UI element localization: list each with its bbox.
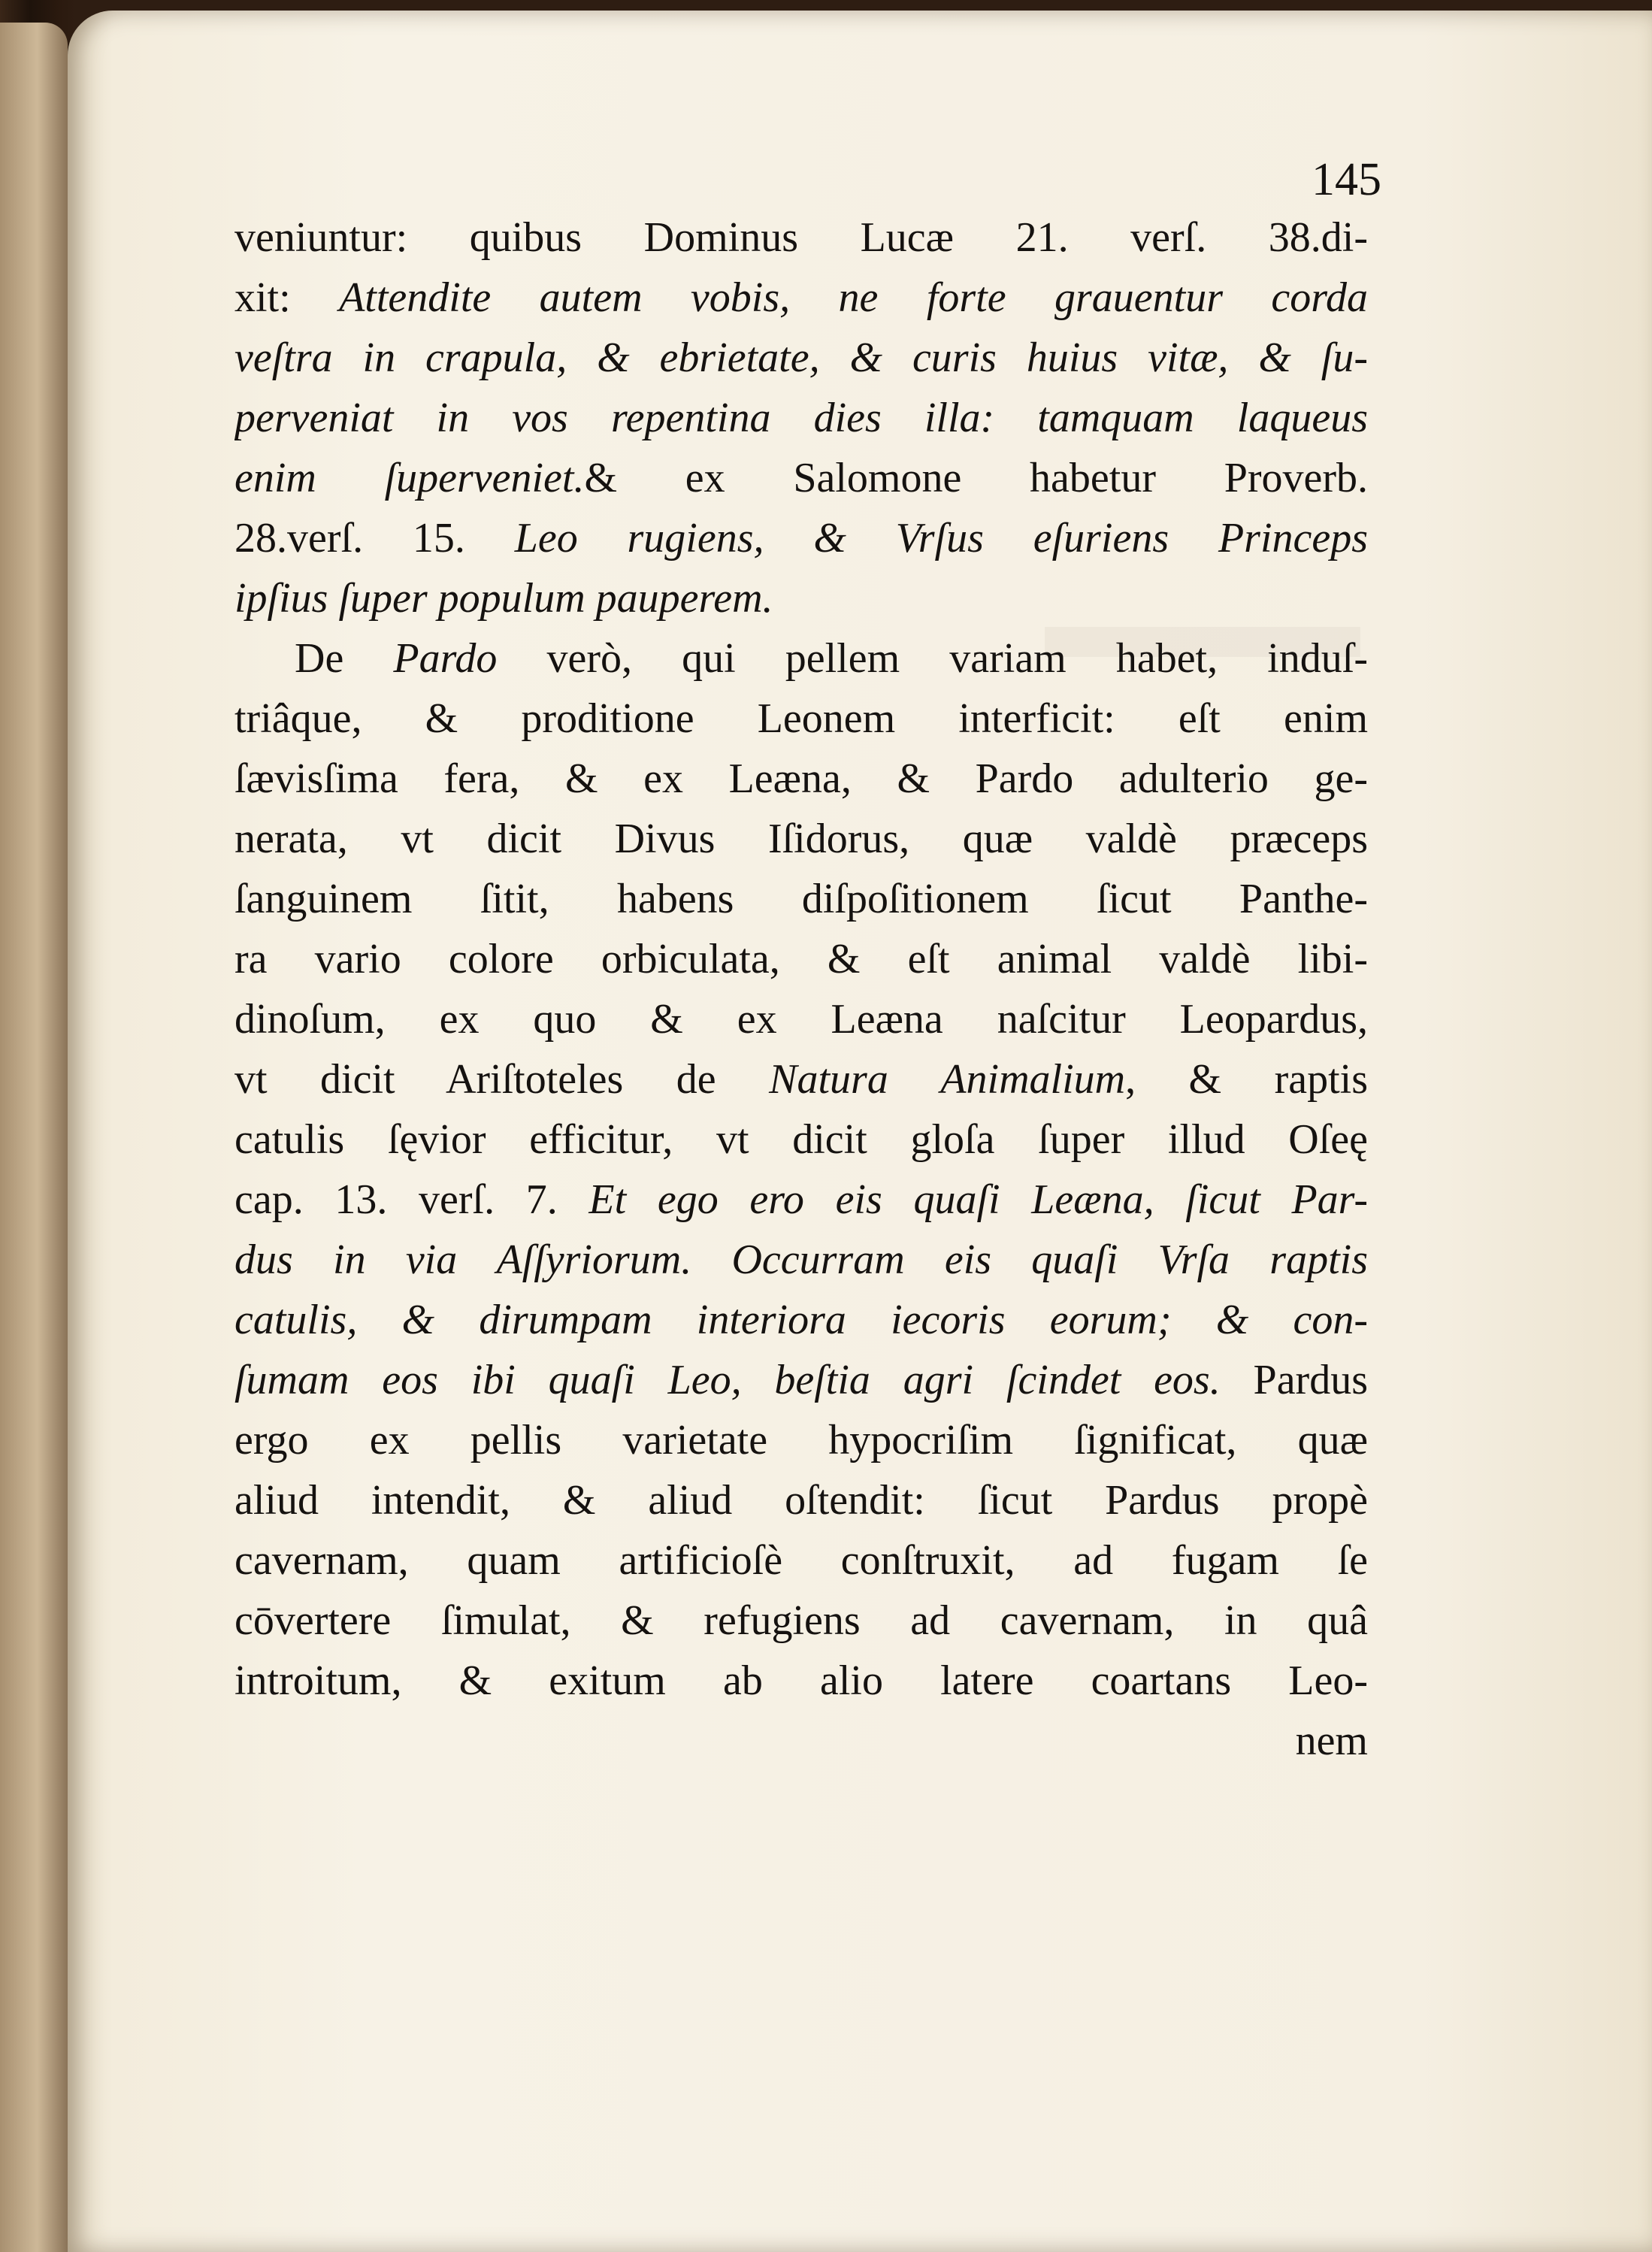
roman-run: cap. 13. verſ. 7.	[234, 1176, 589, 1223]
italic-run: Pardo	[393, 635, 498, 682]
text-line	[234, 1591, 1368, 1651]
text-line	[234, 1651, 1368, 1711]
text-line	[234, 448, 1368, 508]
italic-run: Natura Animalium	[769, 1056, 1126, 1103]
text-line	[234, 749, 1368, 809]
italic-run: Attendite autem vobis, ne forte grauentur corda	[339, 274, 1368, 321]
text-line	[234, 1230, 1368, 1290]
italic-run: veſtra in crapula, & ebrietate, & curis huius vitæ, & ſu-	[234, 334, 1368, 381]
roman-run: catulis ſęvior efficitur, vt dicit gloſa ſuper illud Oſeę	[234, 1116, 1368, 1163]
italic-run: dus in via Aſſyriorum. Occurram eis quaſi Vrſa raptis	[234, 1236, 1368, 1283]
text-line	[234, 328, 1368, 388]
roman-run: vt dicit Ariſtoteles de	[234, 1056, 770, 1103]
roman-run: xit:	[234, 274, 340, 321]
text-line	[234, 508, 1368, 568]
text-line	[234, 207, 1368, 268]
roman-run: , & raptis	[1125, 1056, 1368, 1103]
roman-run: ra vario colore orbiculata, & eſt animal valdè libi-	[234, 936, 1368, 982]
roman-run: introitum, & exitum ab alio latere coartans Leo-	[234, 1657, 1368, 1704]
roman-run: cavernam, quam artificioſè conſtruxit, ad fugam ſe	[234, 1537, 1368, 1584]
text-line	[234, 628, 1368, 689]
text-line	[234, 1109, 1368, 1170]
text-line	[234, 809, 1368, 869]
roman-run: ergo ex pellis varietate hypocriſim ſignificat, quæ	[234, 1417, 1368, 1463]
roman-run: ſanguinem ſitit, habens diſpoſitionem ſicut Panthe-	[234, 876, 1368, 922]
roman-run: aliud intendit, & aliud oſtendit: ſicut Pardus propè	[234, 1477, 1368, 1524]
roman-run: veniuntur: quibus Dominus Lucæ 21. verſ. 38.di-	[234, 214, 1368, 261]
roman-run: nerata, vt dicit Divus Iſidorus, quæ valdè præceps	[234, 816, 1368, 862]
roman-run: 28.verſ. 15.	[234, 515, 515, 561]
italic-run: ſumam eos ibi quaſi Leo, beſtia agri ſcindet eos.	[234, 1357, 1221, 1403]
text-line	[234, 568, 1368, 628]
roman-run: & ex Salomone habetur Proverb.	[584, 455, 1368, 501]
roman-run: De	[295, 635, 394, 682]
body-text	[234, 207, 1368, 1771]
text-line	[234, 1170, 1368, 1230]
roman-run: ſævisſima fera, & ex Leæna, & Pardo adulterio ge-	[234, 755, 1368, 802]
roman-run: triâque, & proditione Leonem interficit: eſt enim	[234, 695, 1368, 742]
text-line	[234, 1350, 1368, 1410]
text-line	[234, 1290, 1368, 1350]
text-line	[234, 1049, 1368, 1109]
text-line	[234, 929, 1368, 989]
roman-run: dinoſum, ex quo & ex Leæna naſcitur Leopardus,	[234, 996, 1368, 1043]
text-line	[234, 388, 1368, 448]
catchword: nem	[1295, 1718, 1368, 1764]
italic-run: ipſius ſuper populum pauperem.	[234, 575, 773, 622]
text-line	[234, 1410, 1368, 1470]
italic-run: enim ſuperveniet.	[234, 455, 585, 501]
italic-run: catulis, & dirumpam interiora iecoris eorum; & con-	[234, 1297, 1368, 1343]
roman-run: cōvertere ſimulat, & refugiens ad cavernam, in quâ	[234, 1597, 1368, 1644]
text-line	[234, 689, 1368, 749]
text-line	[234, 869, 1368, 929]
text-line	[234, 1530, 1368, 1591]
italic-run: Et ego ero eis quaſi Leæna, ſicut Par-	[588, 1176, 1368, 1223]
text-line	[234, 989, 1368, 1049]
italic-run: Leo rugiens, & Vrſus eſuriens Princeps	[514, 515, 1368, 561]
roman-run: verò, qui pellem variam habet, induſ-	[497, 635, 1368, 682]
page-145	[68, 11, 1652, 2252]
previous-page-edge	[0, 23, 68, 2252]
italic-run: perveniat in vos repentina dies illa: tamquam laqueus	[234, 395, 1368, 441]
text-line	[234, 268, 1368, 328]
text-line	[234, 1470, 1368, 1530]
page-number: 145	[1312, 154, 1381, 205]
roman-run: Pardus	[1220, 1357, 1368, 1403]
